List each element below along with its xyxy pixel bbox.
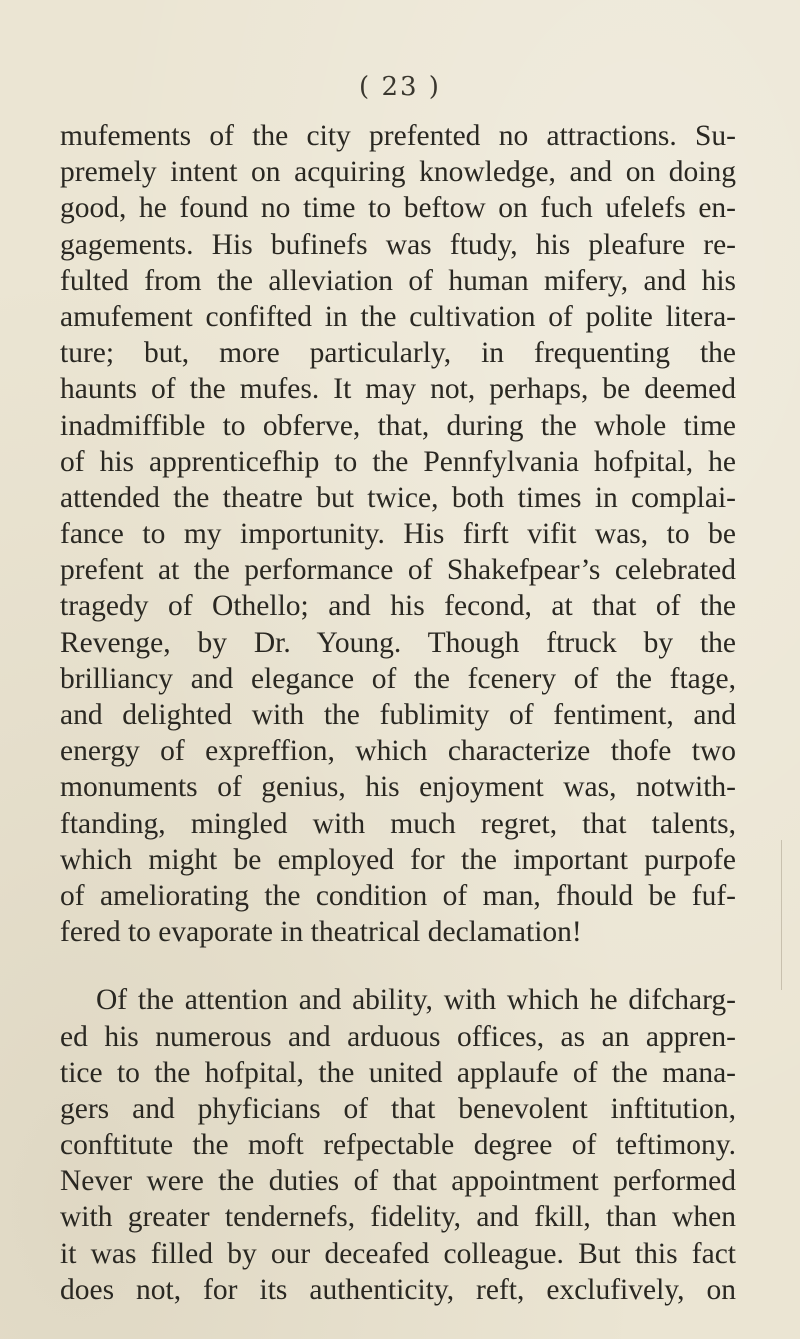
text-line: does not, for its authenticity, reft, exclufively, on bbox=[60, 1273, 736, 1306]
text-line: good, he found no time to beftow on fuch ufelefs en- bbox=[60, 192, 736, 225]
text-line: of ameliorating the condition of man, fhould be fuf- bbox=[60, 879, 736, 912]
paragraph-2 bbox=[60, 982, 736, 1308]
text-line: Revenge, by Dr. Young. Though ftruck by the bbox=[60, 626, 736, 659]
text-line: inadmiffible to obferve, that, during the whole time bbox=[60, 409, 736, 442]
text-line: haunts of the mufes. It may not, perhaps, be deemed bbox=[60, 373, 736, 406]
text-line: fered to evaporate in theatrical declamation! bbox=[60, 916, 582, 949]
text-line: of his apprenticefhip to the Pennfylvania hofpital, he bbox=[60, 445, 736, 478]
text-line: it was filled by our deceafed colleague. But this fact bbox=[60, 1237, 736, 1270]
text-line: gagements. His bufinefs was ftudy, his pleafure re- bbox=[60, 228, 736, 261]
body-text bbox=[60, 118, 736, 1308]
text-line: attended the theatre but twice, both times in complai- bbox=[60, 481, 736, 514]
text-line: tragedy of Othello; and his fecond, at that of the bbox=[60, 590, 736, 623]
paragraph-gap bbox=[60, 950, 736, 982]
text-line: brilliancy and elegance of the fcenery of the ftage, bbox=[60, 662, 736, 695]
text-line: premely intent on acquiring knowledge, and on doing bbox=[60, 156, 736, 189]
text-line: fance to my importunity. His firft vifit was, to be bbox=[60, 518, 736, 551]
text-line: prefent at the performance of Shakefpear’s celebrated bbox=[60, 554, 736, 587]
text-line: which might be employed for the important purpofe bbox=[60, 843, 736, 876]
text-line: tice to the hofpital, the united applaufe of the mana- bbox=[60, 1056, 736, 1089]
text-line: ftanding, mingled with much regret, that talents, bbox=[60, 807, 736, 840]
text-line: monuments of genius, his enjoyment was, notwith- bbox=[60, 771, 736, 804]
text-line: Never were the duties of that appointment performed bbox=[60, 1165, 736, 1198]
text-line: energy of expreffion, which characterize thofe two bbox=[60, 735, 736, 768]
text-line: gers and phyficians of that benevolent inftitution, bbox=[60, 1092, 736, 1125]
paragraph-1 bbox=[60, 118, 736, 950]
text-line: amufement confifted in the cultivation of polite litera- bbox=[60, 300, 736, 333]
text-line: with greater tendernefs, fidelity, and fkill, than when bbox=[60, 1201, 736, 1234]
page-edge-shadow bbox=[753, 840, 782, 990]
text-line: conftitute the moft refpectable degree of teftimony. bbox=[60, 1129, 736, 1162]
text-line: Of the attention and ability, with which he difcharg- bbox=[96, 984, 736, 1017]
text-line: ed his numerous and arduous offices, as an appren- bbox=[60, 1020, 736, 1053]
text-line: and delighted with the fublimity of fentiment, and bbox=[60, 699, 736, 731]
text-line: fulted from the alleviation of human mifery, and his bbox=[60, 264, 736, 297]
text-line: mufements of the city prefented no attractions. Su- bbox=[60, 120, 736, 152]
page-number: ( 23 ) bbox=[359, 72, 441, 102]
text-line: ture; but, more particularly, in frequenting the bbox=[60, 337, 736, 370]
